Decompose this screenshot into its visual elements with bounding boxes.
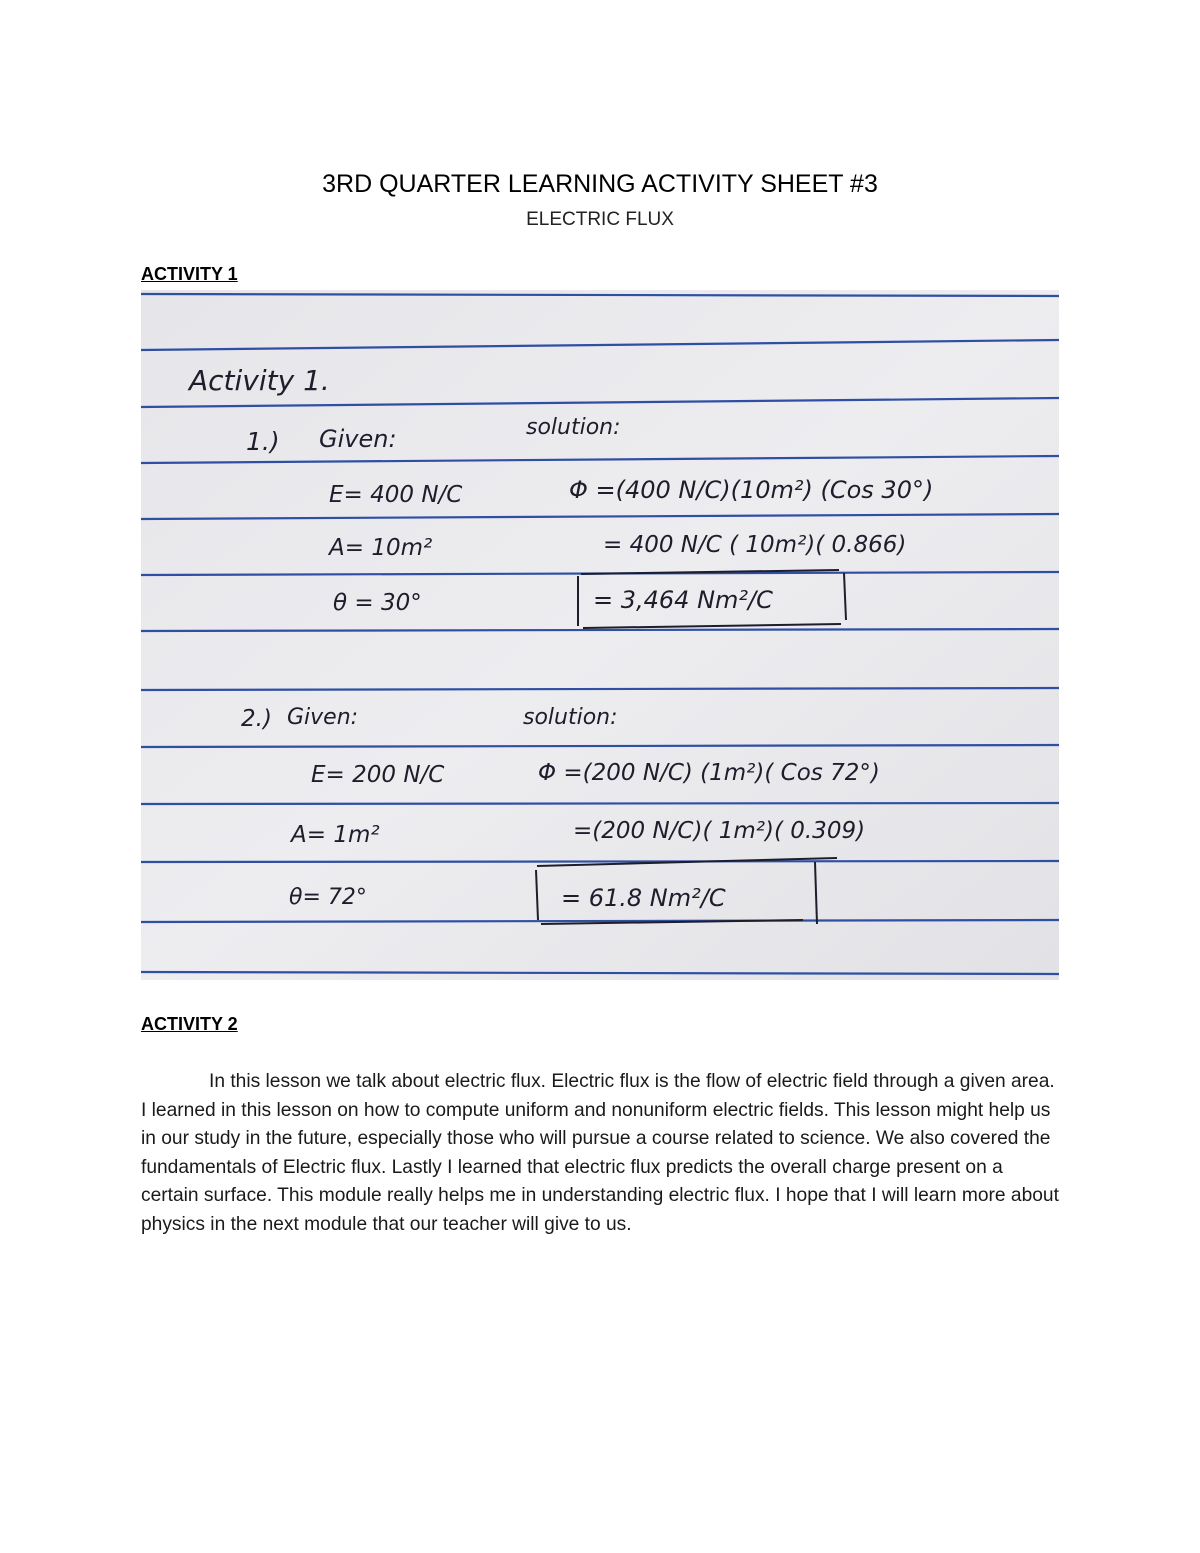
problem-2-solution-label: solution: [523, 705, 618, 730]
problem-1-given-a: A= 10m² [329, 535, 433, 561]
activity-2-heading: ACTIVITY 2 [141, 1014, 238, 1034]
activity-2-paragraph: In this lesson we talk about electric flux. Electric flux is the flow of electric field through a given area. I learned in this lesson on how to compute uniform and nonuniform electric fields. This lesson might help us in our study in the future, especially those who will pursue a course related to science. We also covered the fundamentals of Electric flux. Lastly I learned that electric flux predicts the overall charge present on a certain surface. This module really helps me in understanding electric flux. I hope that I will learn more about physics in the next module that our teacher will give to us. [141, 1071, 1059, 1235]
problem-2-answer: = 61.8 Nm²/C [561, 884, 726, 912]
document-subtitle: ELECTRIC FLUX [526, 209, 674, 230]
problem-1-answer: = 3,464 Nm²/C [593, 586, 773, 614]
document-title: 3RD QUARTER LEARNING ACTIVITY SHEET #3 [322, 170, 878, 198]
problem-2-number: 2.) [241, 706, 272, 732]
problem-2-given-label: Given: [287, 705, 359, 730]
ruled-line [141, 803, 1059, 804]
problem-2-given-e: E= 200 N/C [311, 762, 445, 788]
problem-1-given-theta: θ = 30° [333, 590, 422, 616]
problem-2-given-a: A= 1m² [291, 822, 380, 848]
activity-1-heading: ACTIVITY 1 [141, 264, 238, 284]
problem-1-given-label: Given: [319, 425, 397, 453]
problem-1-number: 1.) [246, 427, 280, 456]
notebook-photo-svg [141, 290, 1059, 980]
problem-1-step-2: = 400 N/C ( 10m²)( 0.866) [603, 532, 907, 558]
problem-2-step-1: Φ =(200 N/C) (1m²)( Cos 72°) [538, 760, 880, 786]
problem-1-solution-label: solution: [526, 415, 621, 440]
notebook-heading: Activity 1. [189, 364, 330, 397]
problem-1-given-e: E= 400 N/C [329, 482, 463, 508]
ruled-line [141, 861, 1059, 862]
problem-2-given-theta: θ= 72° [289, 885, 367, 910]
problem-2-step-2: =(200 N/C)( 1m²)( 0.309) [573, 818, 866, 844]
notebook-photo [141, 290, 1059, 980]
problem-1-step-1: Φ =(400 N/C)(10m²) (Cos 30°) [569, 476, 934, 504]
